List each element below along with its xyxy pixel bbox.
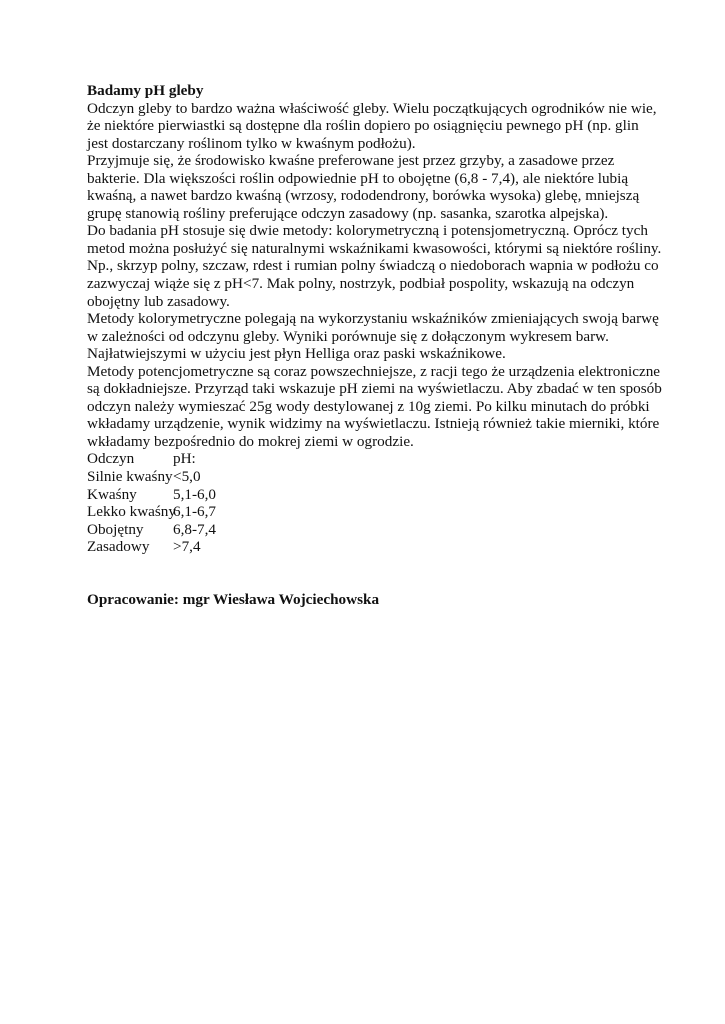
paragraph-potentiometric: Metody potencjometryczne są coraz powszechniejsze, z racji tego że urządzenia elektroniczne są dokładniejsze. Przyrząd taki wskazuje pH ziemi na wyświetlaczu. Aby zbadać w ten sposób odczyn należy wymieszać 25g wody destylowanej z 10g ziemi. Po kilku minutach do próbki wkładamy urządzenie, wynik widzimy na wyświetlaczu. Istnieją również takie mierniki, które wkładamy bezpośrednio do mokrej ziemi w ogrodzie. xyxy=(87,362,662,450)
ph-reaction-name: Lekko kwaśny xyxy=(87,503,176,521)
ph-header-reaction: Odczyn xyxy=(87,450,135,468)
ph-reaction-name: Zasadowy xyxy=(87,538,150,556)
ph-reaction-name: Silnie kwaśny xyxy=(87,468,173,486)
ph-reaction-value: 6,8-7,4 xyxy=(173,520,217,538)
author-line: Opracowanie: mgr Wiesława Wojciechowska xyxy=(87,590,380,608)
paragraph-methods: Do badania pH stosuje się dwie metody: kolorymetryczną i potensjometryczną. Oprócz tych metod można posłużyć się naturalnymi wskaźnikami kwasowości, którymi są niektóre rośliny. Np., skrzyp polny, szczaw, rdest i rumian polny świadczą o niedoborach wapnia w podłożu co zazwyczaj wiąże się z pH<7. Mak polny, nostrzyk, podbiał pospolity, wskazują na odczyn obojętny lub zasadowy. xyxy=(87,222,662,310)
ph-reaction-value: <5,0 xyxy=(173,468,201,486)
paragraph-soil-reaction: Odczyn gleby to bardzo ważna właściwość gleby. Wielu początkujących ogrodników nie wie, że niektóre pierwiastki są dostępne dla roślin dopiero po osiągnięciu pewnego pH (np. glin jest dostarczany roślinom tylko w kwaśnym podłożu). xyxy=(87,99,657,152)
ph-reaction-value: >7,4 xyxy=(173,538,201,556)
paragraph-colorimetric: Metody kolorymetryczne polegają na wykorzystaniu wskaźników zmieniających swoją barwę w zależności od odczynu gleby. Wyniki porównuje się z dołączonym wykresem barw. Najłatwiejszymi w użyciu jest płyn Helliga oraz paski wskaźnikowe. xyxy=(87,310,659,363)
ph-table-row xyxy=(87,486,662,504)
ph-table xyxy=(87,450,662,555)
ph-table-row xyxy=(87,468,662,486)
ph-table-row xyxy=(87,538,662,556)
paragraph-acid-alkaline: Przyjmuje się, że środowisko kwaśne preferowane jest przez grzyby, a zasadowe przez bakterie. Dla większości roślin odpowiednie pH to obojętne (6,8 - 7,4), ale niektóre lubią kwaśną, a nawet bardzo kwaśną (wrzosy, rododendrony, borówka wysoka) glebę, mniejszą grupę stanowią rośliny preferujące odczyn zasadowy (np. sasanka, szarotka alpejska). xyxy=(87,152,640,222)
ph-table-row xyxy=(87,521,662,539)
document-page xyxy=(87,82,662,624)
ph-reaction-value: 5,1-6,0 xyxy=(173,485,217,503)
ph-reaction-name: Kwaśny xyxy=(87,485,137,503)
ph-reaction-value: 6,1-6,7 xyxy=(173,503,217,521)
ph-header-value: pH: xyxy=(173,450,196,468)
ph-table-header xyxy=(87,450,662,468)
document-title: Badamy pH gleby xyxy=(87,82,204,99)
ph-reaction-name: Obojętny xyxy=(87,520,144,538)
ph-table-row xyxy=(87,503,662,521)
